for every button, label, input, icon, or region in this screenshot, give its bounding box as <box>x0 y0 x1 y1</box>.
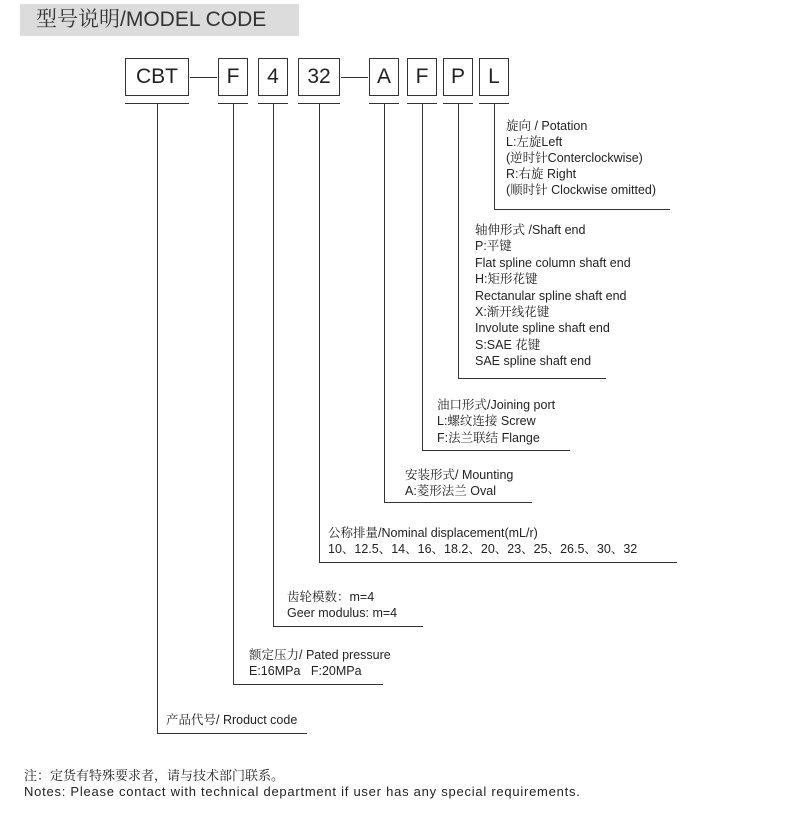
joining-port-title: 油口形式/Joining port <box>437 398 556 412</box>
leader-run-mounting <box>384 502 532 503</box>
leader-line-port <box>422 104 423 450</box>
leader-line-product <box>157 104 158 733</box>
leader-run-displacement <box>319 562 677 563</box>
shaft-end-line: SAE spline shaft end <box>475 354 592 368</box>
leader-run-product <box>157 733 307 734</box>
code-box-displacement: 32 <box>298 58 340 96</box>
rated-pressure-title: 额定压力/ Pated pressure <box>249 648 391 662</box>
leader-run-port <box>422 450 570 451</box>
code-box-mounting: A <box>369 58 399 96</box>
rotation-title: 旋向 / Potation <box>506 119 588 133</box>
leader-line-rotation <box>494 104 495 209</box>
shaft-end-title: 轴伸形式 /Shaft end <box>475 223 586 237</box>
gear-modulus-title: 齿轮模数：m=4 <box>287 590 375 604</box>
code-box-modulus: 4 <box>258 58 288 96</box>
rotation-line: (逆时针Conterclockwise) <box>506 151 643 165</box>
leader-run-rotation <box>494 209 670 210</box>
leader-run-shaft <box>458 378 606 379</box>
joining-port-line: F:法兰联结 Flange <box>437 431 540 445</box>
leader-line-shaft <box>458 104 459 378</box>
shaft-end-line: S:SAE 花键 <box>475 338 541 352</box>
code-dash <box>190 77 217 78</box>
shaft-end-line: Rectanular spline shaft end <box>475 289 627 303</box>
code-box-rotation: L <box>479 58 509 96</box>
rated-pressure-line: E:16MPa F:20MPa <box>249 664 362 678</box>
leader-line-pressure <box>233 104 234 684</box>
shaft-end-line: Involute spline shaft end <box>475 321 610 335</box>
shaft-end-line: Flat spline column shaft end <box>475 256 631 270</box>
shaft-end-line: P:平键 <box>475 239 512 253</box>
code-box-port: F <box>407 58 437 96</box>
mounting-title: 安装形式/ Mounting <box>405 468 514 482</box>
code-box-cbt: CBT <box>125 58 189 96</box>
displacement-title: 公称排量/Nominal displacement(mL/r) <box>328 526 538 540</box>
note-en: Notes: Please contact with technical department if user has any special requirements. <box>24 784 581 799</box>
product-code-title: 产品代号/ Rroduct code <box>166 713 298 727</box>
note-cn: 注：定货有特殊要求者，请与技术部门联系。 <box>24 768 285 783</box>
leader-run-modulus <box>273 626 423 627</box>
joining-port-line: L:螺纹连接 Screw <box>437 414 536 428</box>
mounting-line: A:菱形法兰 Oval <box>405 484 496 498</box>
leader-run-pressure <box>233 684 383 685</box>
code-dash <box>341 77 368 78</box>
shaft-end-line: H:矩形花键 <box>475 272 538 286</box>
rotation-line: R:右旋 Right <box>506 167 577 181</box>
leader-line-modulus <box>273 104 274 626</box>
leader-line-displacement <box>319 104 320 562</box>
gear-modulus-line: Geer modulus: m=4 <box>287 606 398 620</box>
code-box-pressure: F <box>218 58 248 96</box>
leader-line-mounting <box>384 104 385 502</box>
displacement-values: 10、12.5、14、16、18.2、20、23、25、26.5、30、32 <box>328 542 638 556</box>
rotation-line: L:左旋Left <box>506 135 563 149</box>
shaft-end-line: X:渐开线花键 <box>475 305 550 319</box>
rotation-line: (顺时针 Clockwise omitted) <box>506 183 657 197</box>
page-title: 型号说明/MODEL CODE <box>36 8 267 31</box>
code-box-shaft: P <box>443 58 473 96</box>
